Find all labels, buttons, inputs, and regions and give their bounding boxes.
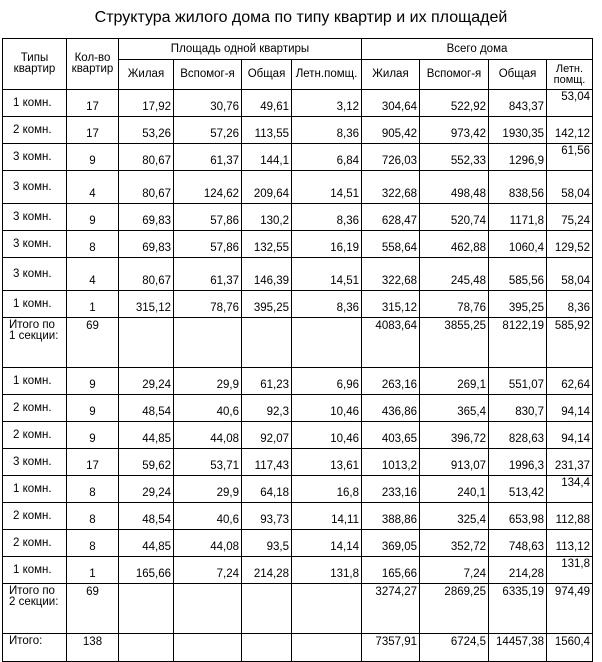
cell-total-area: 130,2: [242, 204, 292, 231]
cell-living: 44,85: [119, 422, 174, 449]
cell-summer: 10,46: [292, 422, 362, 449]
cell-living: 69,83: [119, 204, 174, 231]
cell-house-total-area: 748,63: [489, 530, 547, 557]
empty-cell: [242, 318, 292, 368]
cell-count: 8: [67, 503, 119, 530]
table-row: [3, 231, 593, 258]
cell-summer: 131,8: [292, 557, 362, 584]
table-row: [3, 171, 593, 204]
cell-house-auxiliary: 973,42: [420, 117, 489, 144]
empty-cell: [119, 634, 174, 662]
cell-count: 17: [67, 90, 119, 117]
cell-house-total-area: 843,37: [489, 90, 547, 117]
cell-type: 2 комн.: [3, 117, 67, 144]
cell-house-summer: 61,56: [547, 144, 593, 171]
total-count: 138: [67, 634, 119, 662]
cell-living: 48,54: [119, 395, 174, 422]
cell-summer: 13,61: [292, 449, 362, 476]
cell-house-summer: 94,14: [547, 395, 593, 422]
cell-house-total-area: 1296,9: [489, 144, 547, 171]
total-house-auxiliary: 2869,25: [420, 584, 489, 634]
header-house-auxiliary: Вспомог-я: [420, 60, 489, 90]
cell-total-area: 49,61: [242, 90, 292, 117]
cell-house-living: 263,16: [362, 368, 420, 395]
cell-type: 3 комн.: [3, 171, 67, 204]
cell-total-area: 144,1: [242, 144, 292, 171]
cell-house-auxiliary: 498,48: [420, 171, 489, 204]
cell-house-auxiliary: 365,4: [420, 395, 489, 422]
cell-summer: 10,46: [292, 395, 362, 422]
cell-count: 8: [67, 231, 119, 258]
cell-summer: 14,51: [292, 258, 362, 291]
cell-auxiliary: 44,08: [174, 530, 242, 557]
cell-total-area: 61,23: [242, 368, 292, 395]
cell-house-auxiliary: 913,07: [420, 449, 489, 476]
table-row: [3, 449, 593, 476]
total-house-living: 3274,27: [362, 584, 420, 634]
cell-living: 17,92: [119, 90, 174, 117]
cell-house-summer: 58,04: [547, 171, 593, 204]
cell-house-auxiliary: 352,72: [420, 530, 489, 557]
cell-auxiliary: 57,86: [174, 204, 242, 231]
cell-total-area: 93,5: [242, 530, 292, 557]
cell-house-summer: 231,37: [547, 449, 593, 476]
cell-house-summer: 112,88: [547, 503, 593, 530]
cell-house-total-area: 513,42: [489, 476, 547, 503]
cell-living: 80,67: [119, 258, 174, 291]
header-total-area: Общая: [242, 60, 292, 90]
cell-living: 80,67: [119, 171, 174, 204]
empty-cell: [119, 318, 174, 368]
table-row: [3, 90, 593, 117]
cell-total-area: 132,55: [242, 231, 292, 258]
cell-house-total-area: 828,63: [489, 422, 547, 449]
cell-count: 17: [67, 117, 119, 144]
empty-cell: [292, 634, 362, 662]
cell-summer: 16,19: [292, 231, 362, 258]
cell-type: 1 комн.: [3, 368, 67, 395]
cell-total-area: 214,28: [242, 557, 292, 584]
header-row-1: [3, 39, 593, 60]
cell-house-summer: 8,36: [547, 291, 593, 318]
cell-house-living: 315,12: [362, 291, 420, 318]
header-summer: Летн.помщ.: [292, 60, 362, 90]
cell-summer: 8,36: [292, 117, 362, 144]
cell-house-total-area: 585,56: [489, 258, 547, 291]
cell-summer: 14,51: [292, 171, 362, 204]
total-house-summer: 1560,4: [547, 634, 593, 662]
header-types: Типы квартир: [3, 39, 67, 90]
cell-auxiliary: 61,37: [174, 144, 242, 171]
cell-type: 1 комн.: [3, 476, 67, 503]
cell-auxiliary: 57,26: [174, 117, 242, 144]
header-house-living: Жилая: [362, 60, 420, 90]
cell-living: 29,24: [119, 368, 174, 395]
table-row: [3, 530, 593, 557]
header-count: Кол-во квартир: [67, 39, 119, 90]
cell-count: 9: [67, 144, 119, 171]
table-row: [3, 144, 593, 171]
cell-house-living: 905,42: [362, 117, 420, 144]
cell-type: 2 комн.: [3, 503, 67, 530]
cell-count: 1: [67, 291, 119, 318]
total-house-auxiliary: 3855,25: [420, 318, 489, 368]
cell-living: 69,83: [119, 231, 174, 258]
cell-house-living: 726,03: [362, 144, 420, 171]
cell-count: 9: [67, 368, 119, 395]
cell-house-total-area: 214,28: [489, 557, 547, 584]
cell-house-summer: 142,12: [547, 117, 593, 144]
total-house-summer: 974,49: [547, 584, 593, 634]
cell-house-living: 388,86: [362, 503, 420, 530]
header-house-summer: Летн. помщ.: [547, 60, 593, 90]
cell-house-living: 369,05: [362, 530, 420, 557]
cell-living: 315,12: [119, 291, 174, 318]
cell-living: 48,54: [119, 503, 174, 530]
cell-count: 8: [67, 530, 119, 557]
header-whole-house: Всего дома: [362, 39, 593, 60]
cell-house-auxiliary: 522,92: [420, 90, 489, 117]
empty-cell: [174, 584, 242, 634]
cell-count: 9: [67, 422, 119, 449]
empty-cell: [119, 584, 174, 634]
cell-house-total-area: 395,25: [489, 291, 547, 318]
cell-type: 2 комн.: [3, 530, 67, 557]
cell-house-total-area: 551,07: [489, 368, 547, 395]
cell-type: 3 комн.: [3, 449, 67, 476]
cell-type: 1 комн.: [3, 90, 67, 117]
cell-house-summer: 113,12: [547, 530, 593, 557]
total-count: 69: [67, 584, 119, 634]
table-row: [3, 476, 593, 503]
cell-auxiliary: 40,6: [174, 503, 242, 530]
cell-count: 8: [67, 476, 119, 503]
total-house-total-area: 14457,38: [489, 634, 547, 662]
empty-cell: [242, 634, 292, 662]
cell-total-area: 117,43: [242, 449, 292, 476]
total-house-summer: 585,92: [547, 318, 593, 368]
cell-summer: 16,8: [292, 476, 362, 503]
total-row: [3, 634, 593, 662]
total-house-auxiliary: 6724,5: [420, 634, 489, 662]
cell-house-auxiliary: 245,48: [420, 258, 489, 291]
cell-house-total-area: 1171,8: [489, 204, 547, 231]
cell-auxiliary: 30,76: [174, 90, 242, 117]
empty-cell: [292, 318, 362, 368]
cell-house-total-area: 1996,3: [489, 449, 547, 476]
cell-auxiliary: 61,37: [174, 258, 242, 291]
cell-house-summer: 134,4: [547, 476, 593, 503]
cell-auxiliary: 29,9: [174, 476, 242, 503]
cell-type: 1 комн.: [3, 557, 67, 584]
cell-total-area: 92,3: [242, 395, 292, 422]
header-living: Жилая: [119, 60, 174, 90]
page-title: Структура жилого дома по типу квартир и их площадей: [94, 9, 508, 26]
total-row: [3, 584, 593, 634]
total-house-living: 7357,91: [362, 634, 420, 662]
cell-total-area: 92,07: [242, 422, 292, 449]
cell-house-total-area: 653,98: [489, 503, 547, 530]
cell-house-summer: 53,04: [547, 90, 593, 117]
cell-living: 29,24: [119, 476, 174, 503]
cell-type: 2 комн.: [3, 422, 67, 449]
header-one-apartment: Площадь одной квартиры: [119, 39, 362, 60]
cell-house-living: 165,66: [362, 557, 420, 584]
cell-count: 9: [67, 395, 119, 422]
table-row: [3, 368, 593, 395]
cell-count: 17: [67, 449, 119, 476]
cell-type: 3 комн.: [3, 231, 67, 258]
cell-house-total-area: 830,7: [489, 395, 547, 422]
cell-type: 1 комн.: [3, 291, 67, 318]
empty-cell: [242, 584, 292, 634]
cell-house-summer: 131,8: [547, 557, 593, 584]
total-label: Итого:: [3, 634, 67, 662]
cell-auxiliary: 53,71: [174, 449, 242, 476]
cell-type: 3 комн.: [3, 258, 67, 291]
cell-house-auxiliary: 7,24: [420, 557, 489, 584]
cell-auxiliary: 78,76: [174, 291, 242, 318]
cell-house-total-area: 838,56: [489, 171, 547, 204]
table-row: [3, 117, 593, 144]
table-row: [3, 557, 593, 584]
cell-summer: 6,96: [292, 368, 362, 395]
cell-house-total-area: 1060,4: [489, 231, 547, 258]
total-row: [3, 318, 593, 368]
cell-house-summer: 75,24: [547, 204, 593, 231]
cell-house-living: 558,64: [362, 231, 420, 258]
cell-house-living: 1013,2: [362, 449, 420, 476]
cell-living: 80,67: [119, 144, 174, 171]
table-row: [3, 258, 593, 291]
total-house-total-area: 8122,19: [489, 318, 547, 368]
cell-summer: 8,36: [292, 204, 362, 231]
cell-count: 4: [67, 258, 119, 291]
cell-auxiliary: 29,9: [174, 368, 242, 395]
cell-total-area: 395,25: [242, 291, 292, 318]
cell-summer: 14,11: [292, 503, 362, 530]
cell-count: 1: [67, 557, 119, 584]
cell-house-auxiliary: 269,1: [420, 368, 489, 395]
table-row: [3, 422, 593, 449]
cell-living: 165,66: [119, 557, 174, 584]
total-house-living: 4083,64: [362, 318, 420, 368]
cell-total-area: 146,39: [242, 258, 292, 291]
table-row: [3, 291, 593, 318]
cell-house-auxiliary: 552,33: [420, 144, 489, 171]
cell-house-auxiliary: 78,76: [420, 291, 489, 318]
cell-auxiliary: 40,6: [174, 395, 242, 422]
cell-house-auxiliary: 462,88: [420, 231, 489, 258]
cell-total-area: 113,55: [242, 117, 292, 144]
cell-auxiliary: 44,08: [174, 422, 242, 449]
cell-auxiliary: 57,86: [174, 231, 242, 258]
cell-living: 44,85: [119, 530, 174, 557]
cell-house-living: 403,65: [362, 422, 420, 449]
cell-house-living: 322,68: [362, 258, 420, 291]
cell-auxiliary: 124,62: [174, 171, 242, 204]
cell-house-summer: 129,52: [547, 231, 593, 258]
header-house-total-area: Общая: [489, 60, 547, 90]
table-row: [3, 204, 593, 231]
cell-count: 4: [67, 171, 119, 204]
cell-auxiliary: 7,24: [174, 557, 242, 584]
cell-living: 53,26: [119, 117, 174, 144]
cell-count: 9: [67, 204, 119, 231]
cell-type: 2 комн.: [3, 395, 67, 422]
cell-total-area: 93,73: [242, 503, 292, 530]
cell-house-total-area: 1930,35: [489, 117, 547, 144]
cell-house-auxiliary: 240,1: [420, 476, 489, 503]
total-house-total-area: 6335,19: [489, 584, 547, 634]
cell-summer: 6,84: [292, 144, 362, 171]
table-row: [3, 503, 593, 530]
cell-house-living: 628,47: [362, 204, 420, 231]
total-label: Итого по 1 секции:: [3, 318, 67, 368]
cell-house-auxiliary: 396,72: [420, 422, 489, 449]
empty-cell: [174, 634, 242, 662]
cell-house-living: 322,68: [362, 171, 420, 204]
cell-summer: 8,36: [292, 291, 362, 318]
cell-house-living: 304,64: [362, 90, 420, 117]
empty-cell: [174, 318, 242, 368]
total-label: Итого по 2 секции:: [3, 584, 67, 634]
cell-summer: 14,14: [292, 530, 362, 557]
cell-house-living: 233,16: [362, 476, 420, 503]
cell-house-living: 436,86: [362, 395, 420, 422]
cell-house-summer: 94,14: [547, 422, 593, 449]
header-auxiliary: Вспомог-я: [174, 60, 242, 90]
cell-type: 3 комн.: [3, 204, 67, 231]
cell-house-auxiliary: 325,4: [420, 503, 489, 530]
cell-living: 59,62: [119, 449, 174, 476]
total-count: 69: [67, 318, 119, 368]
cell-summer: 3,12: [292, 90, 362, 117]
cell-type: 3 комн.: [3, 144, 67, 171]
empty-cell: [292, 584, 362, 634]
cell-house-summer: 58,04: [547, 258, 593, 291]
apartment-structure-table: [2, 38, 593, 662]
cell-house-summer: 62,64: [547, 368, 593, 395]
cell-house-auxiliary: 520,74: [420, 204, 489, 231]
cell-total-area: 64,18: [242, 476, 292, 503]
cell-total-area: 209,64: [242, 171, 292, 204]
table-row: [3, 395, 593, 422]
